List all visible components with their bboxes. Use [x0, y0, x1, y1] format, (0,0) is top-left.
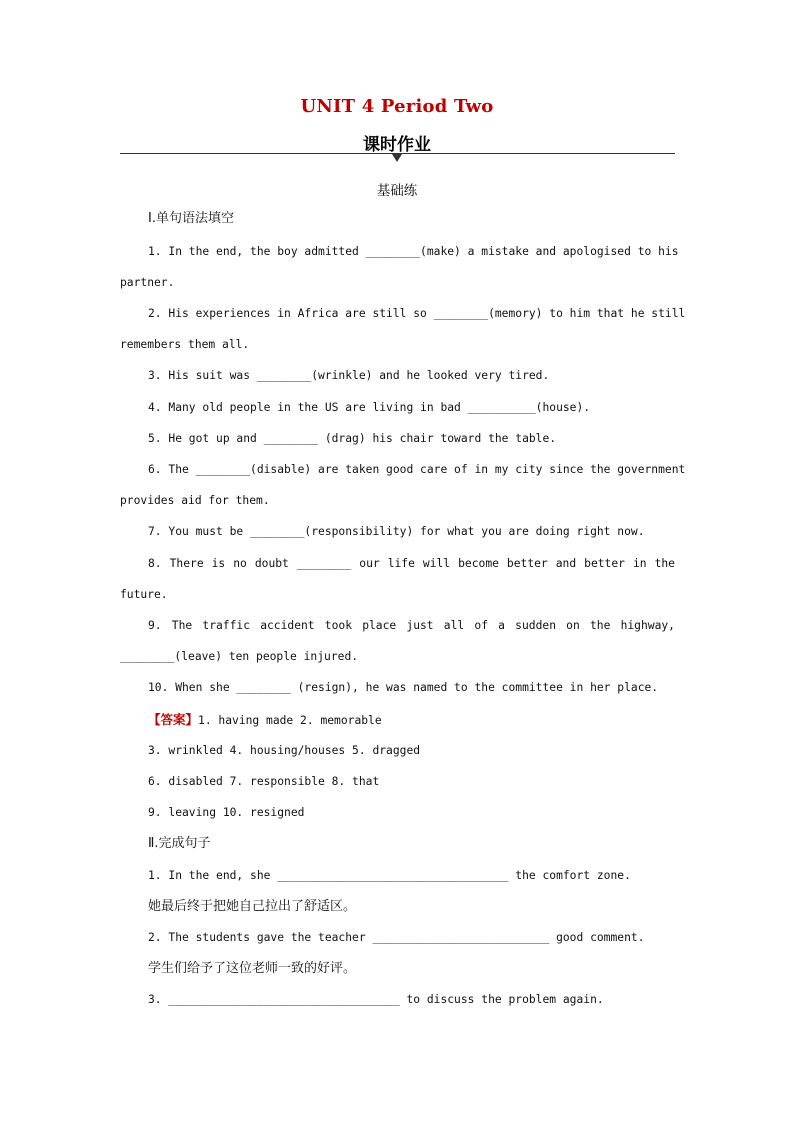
answer-tag: 【答案】	[148, 712, 199, 727]
answer-line-4: 9. leaving 10. resigned	[148, 806, 305, 819]
sentence-1: 1. In the end, she __________________________________ the comfort zone.	[148, 869, 631, 882]
answer-line-1	[148, 712, 675, 729]
answer-line-3: 6. disabled 7. responsible 8. that	[148, 775, 380, 788]
divider-arrow-icon	[392, 154, 402, 162]
sentence-2: 2. The students gave the teacher __________________________ good comment.	[148, 931, 645, 944]
sentence-3: 3. __________________________________ to discuss the problem again.	[148, 993, 604, 1006]
sentence-1-chinese: 她最后终于把她自己拉出了舒适区。	[148, 899, 357, 914]
question-2-line-2: remembers them all.	[120, 338, 250, 351]
page-subtitle: 课时作业	[363, 135, 431, 155]
question-1-line-2: partner.	[120, 276, 175, 289]
question-6-line-1: 6. The ________(disable) are taken good care of in my city since the government	[148, 463, 686, 476]
question-8-line-1: 8. There is no doubt ________ our life will become better and better in the	[148, 557, 675, 570]
question-5: 5. He got up and ________ (drag) his chair toward the table.	[148, 432, 557, 445]
question-2-line-1: 2. His experiences in Africa are still so ________(memory) to him that he still	[148, 307, 686, 320]
page-title: UNIT 4 Period Two	[300, 96, 494, 117]
answer-text-1: 1. having made 2. memorable	[198, 714, 382, 727]
question-7: 7. You must be ________(responsibility) for what you are doing right now.	[148, 525, 645, 538]
question-8-line-2: future.	[120, 588, 168, 601]
answer-line-2: 3. wrinkled 4. housing/houses 5. dragged	[148, 744, 421, 757]
question-9-line-2: ________(leave) ten people injured.	[120, 650, 359, 663]
question-1-line-1: 1. In the end, the boy admitted ________(make) a mistake and apologised to his	[148, 245, 679, 258]
part1-heading: Ⅰ.单句语法填空	[148, 211, 234, 226]
sentence-2-chinese: 学生们给予了这位老师一致的好评。	[148, 961, 357, 976]
question-10: 10. When she ________ (resign), he was named to the committee in her place.	[148, 681, 659, 694]
section-basic-heading: 基础练	[376, 183, 418, 199]
question-6-line-2: provides aid for them.	[120, 494, 270, 507]
question-9-line-1: 9. The traffic accident took place just all of a sudden on the highway,	[148, 619, 675, 632]
question-3: 3. His suit was ________(wrinkle) and he looked very tired.	[148, 369, 550, 382]
question-4: 4. Many old people in the US are living in bad __________(house).	[148, 401, 591, 414]
part2-heading: Ⅱ.完成句子	[148, 836, 211, 851]
